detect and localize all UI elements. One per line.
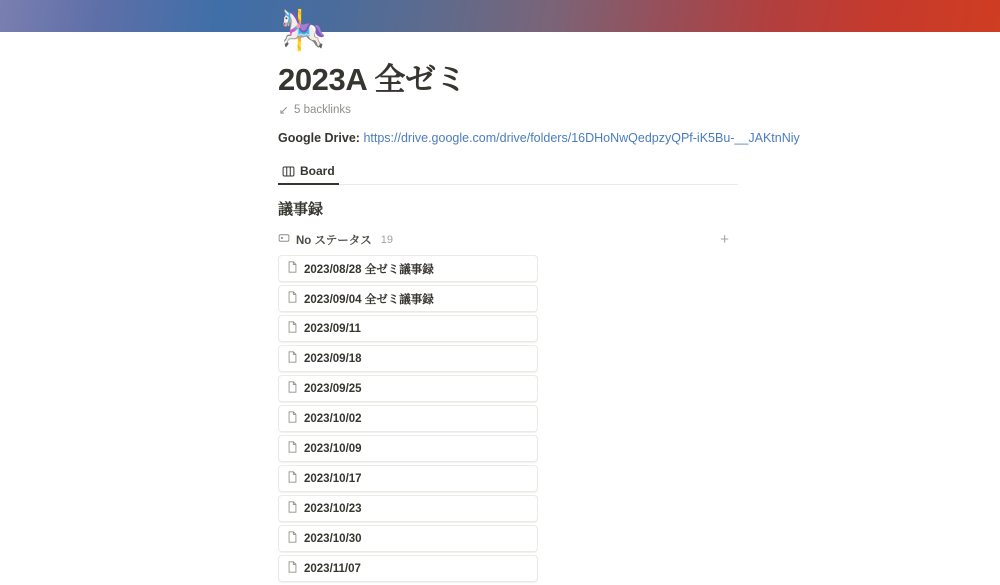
- page-doc-icon: [287, 470, 298, 488]
- card-label: 2023/10/23: [304, 502, 362, 515]
- card-label: 2023/09/18: [304, 352, 362, 365]
- status-icon: [278, 231, 290, 249]
- page-doc-icon: [287, 260, 298, 278]
- card-label: 2023/09/25: [304, 382, 362, 395]
- board-card[interactable]: [278, 525, 538, 552]
- card-label: 2023/10/17: [304, 472, 362, 485]
- property-link[interactable]: https://drive.google.com/drive/folders/16DHoNwQedpzyQPf-iK5Bu-__JAKtnNiy: [363, 131, 800, 145]
- board-card[interactable]: [278, 435, 538, 462]
- group-name: No ステータス: [296, 235, 372, 247]
- board-card[interactable]: [278, 285, 538, 312]
- view-tab-bar: [278, 159, 738, 185]
- page-doc-icon: [287, 500, 298, 518]
- board-card[interactable]: [278, 375, 538, 402]
- card-label: 2023/08/28 全ゼミ議事録: [304, 263, 434, 276]
- page-doc-icon: [287, 530, 298, 548]
- page-doc-icon: [287, 410, 298, 428]
- page-doc-icon: [287, 350, 298, 368]
- page-doc-icon: [287, 320, 298, 338]
- page-doc-icon: [287, 440, 298, 458]
- page-title[interactable]: 2023A 全ゼミ: [278, 62, 467, 97]
- card-label: 2023/09/04 全ゼミ議事録: [304, 293, 434, 306]
- board-card[interactable]: [278, 315, 538, 342]
- group-count: 19: [380, 234, 394, 246]
- tab-board-label: Board: [300, 164, 335, 178]
- board-group-no-status: [278, 229, 738, 582]
- card-label: 2023/10/09: [304, 442, 362, 455]
- property-row-google-drive: [278, 130, 800, 147]
- page-emoji-icon[interactable]: 🎠: [280, 10, 328, 52]
- board-card[interactable]: [278, 345, 538, 372]
- add-card-button[interactable]: +: [720, 231, 729, 248]
- board-card[interactable]: [278, 555, 538, 582]
- board-card[interactable]: [278, 405, 538, 432]
- tab-board[interactable]: [278, 164, 339, 185]
- backlinks-label: 5 backlinks: [294, 104, 351, 116]
- page-content: [278, 60, 800, 585]
- board-card[interactable]: [278, 255, 538, 282]
- page-doc-icon: [287, 290, 298, 308]
- property-label: Google Drive:: [278, 131, 360, 145]
- backlinks[interactable]: [278, 104, 738, 116]
- group-card-list: [278, 255, 538, 582]
- board-title[interactable]: 議事録: [278, 201, 324, 218]
- cover-image[interactable]: [0, 0, 1000, 32]
- board-card[interactable]: [278, 495, 538, 522]
- board-card[interactable]: [278, 465, 538, 492]
- card-label: 2023/11/07: [304, 562, 361, 575]
- group-header[interactable]: [278, 229, 738, 251]
- board-icon: [282, 165, 295, 178]
- card-label: 2023/09/11: [304, 322, 361, 335]
- backlink-arrow-icon: [278, 105, 289, 116]
- card-label: 2023/10/02: [304, 412, 362, 425]
- page-doc-icon: [287, 380, 298, 398]
- page-doc-icon: [287, 560, 298, 578]
- card-label: 2023/10/30: [304, 532, 362, 545]
